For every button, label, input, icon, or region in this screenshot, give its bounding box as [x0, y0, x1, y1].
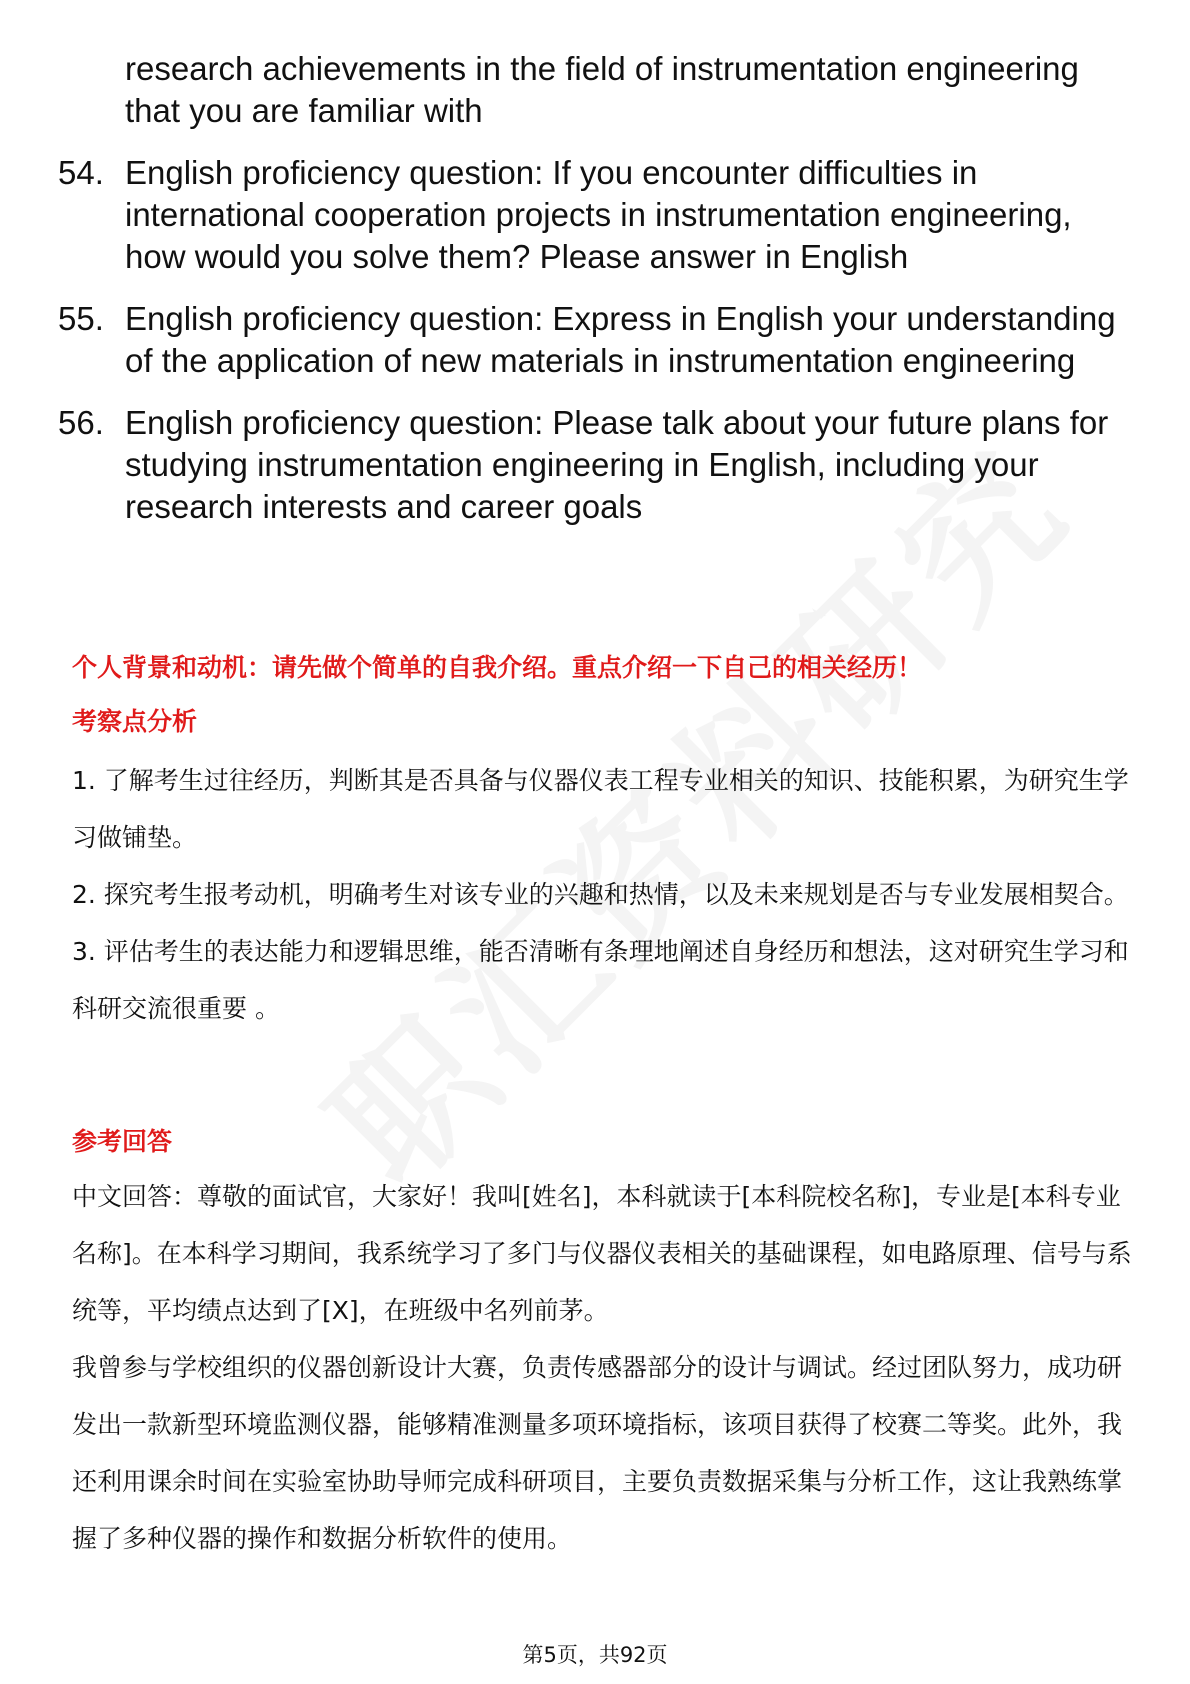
- page-footer: 第5页，共92页: [522, 1643, 668, 1667]
- list-item: [58, 298, 1138, 382]
- question-continuation: research achievements in the field of instrumentation engineering that you are familiar with: [125, 50, 1079, 129]
- answer-paragraph: 中文回答：尊敬的面试官，大家好！我叫[姓名]，本科就读于[本科院校名称]，专业是[本科专业名称]。在本科学习期间，我系统学习了多门与仪器仪表相关的基础课程，如电路原理、信号与系统等，平均绩点达到了[X]，在班级中名列前茅。: [72, 1182, 1132, 1325]
- question-text: English proficiency question: Please talk about your future plans for studying instrumentation engineering in English, including your research interests and career goals: [125, 404, 1109, 525]
- question-text: English proficiency question: If you encounter difficulties in international cooperation projects in instrumentation engineering, how would you solve them? Please answer in English: [125, 154, 1072, 275]
- question-list: [58, 48, 1138, 528]
- analysis-point: 2. 探究考生报考动机，明确考生对该专业的兴趣和热情，以及未来规划是否与专业发展相契合。: [72, 880, 1129, 909]
- analysis-point: 1. 了解考生过往经历，判断其是否具备与仪器仪表工程专业相关的知识、技能积累，为研究生学习做铺垫。: [72, 766, 1129, 852]
- list-item: [58, 152, 1138, 278]
- answer-heading: 参考回答: [72, 1127, 173, 1156]
- question-number: 55.: [58, 300, 104, 337]
- section-title: 个人背景和动机：请先做个简单的自我介绍。重点介绍一下自己的相关经历！: [72, 653, 923, 682]
- question-number: 54.: [58, 154, 104, 191]
- list-item: [58, 402, 1138, 528]
- question-text: English proficiency question: Express in English your understanding of the application of new materials in instrumentation engineering: [125, 300, 1116, 379]
- answer-paragraph: 我曾参与学校组织的仪器创新设计大赛，负责传感器部分的设计与调试。经过团队努力，成功研发出一款新型环境监测仪器，能够精准测量多项环境指标，该项目获得了校赛二等奖。此外，我还利用课余时间在实验室协助导师完成科研项目，主要负责数据采集与分析工作，这让我熟练掌握了多种仪器的操作和数据分析软件的使用。: [72, 1353, 1123, 1553]
- question-number: 56.: [58, 404, 104, 441]
- analysis-points: [72, 752, 1134, 1037]
- answer-body: [72, 1168, 1134, 1567]
- analysis-heading: 考察点分析: [72, 707, 198, 736]
- analysis-point: 3. 评估考生的表达能力和逻辑思维，能否清晰有条理地阐述自身经历和想法，这对研究生学习和科研交流很重要 。: [72, 937, 1129, 1023]
